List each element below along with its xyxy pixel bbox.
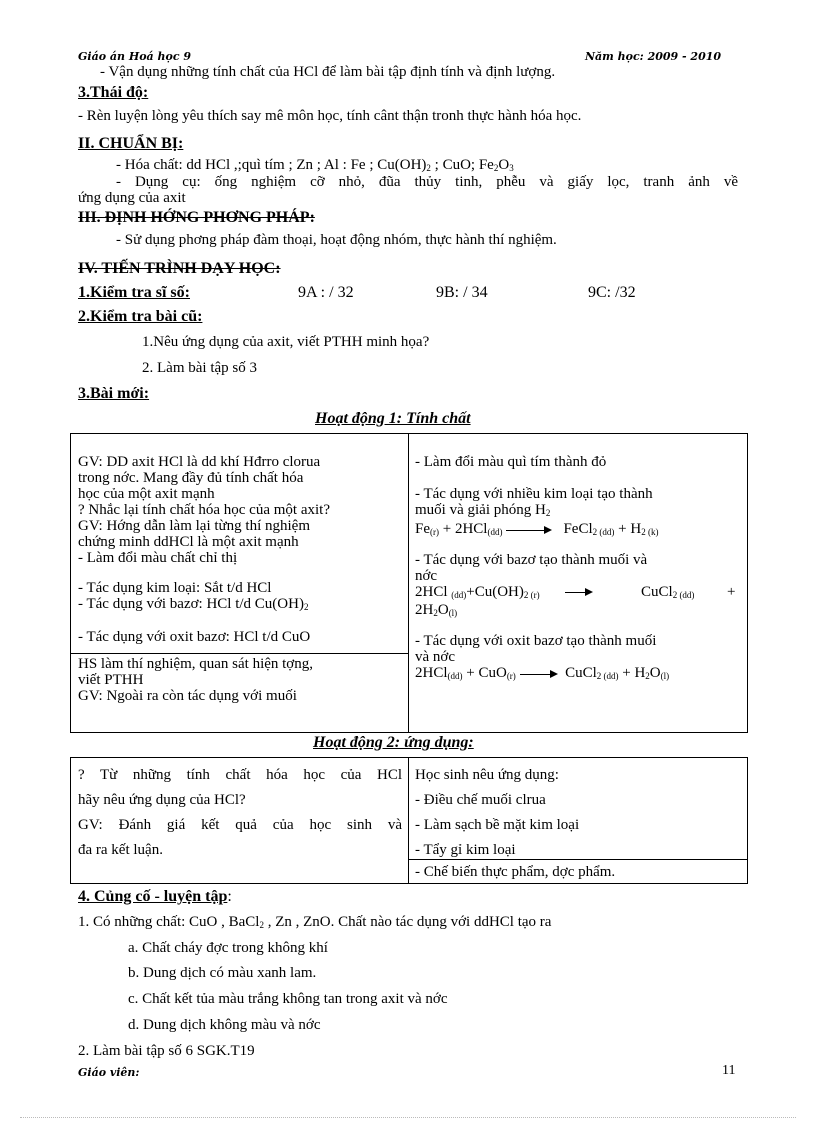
a1-left-l10: - Tác dụng với oxit bazơ: HCl t/d CuO (78, 629, 311, 645)
a1-right-r5: nớc (415, 568, 438, 584)
activity1-student-column (78, 656, 313, 704)
a1-left-l6: chứng minh ddHCl là một axit mạnh (78, 534, 299, 550)
newlesson-heading: 3.Bài mới: (78, 385, 150, 402)
option-a: a. Chất cháy đợc trong không khí (128, 940, 328, 956)
oldlesson-heading: 2.Kiểm tra bài cũ: (78, 308, 203, 325)
equation-hcl-cuoh2-water: $2H_2O_{(l)}$ (415, 602, 458, 618)
equation-fe-hcl: $Fe_{(r)} + 2HCl_{(dd)}$ FeCl$_{2 (dd)}$ + $H_{2 (k)}$ (415, 521, 659, 537)
a1-left-l2: trong nớc. Mang đầy đủ tính chất hóa (78, 470, 304, 486)
class-9b: 9B: / 34 (436, 284, 488, 301)
activity1-answer-column (415, 454, 739, 684)
equation-hcl-cuo: 2HCl$_{(dd)}$ + CuO$_{(r)}$ CuCl$_{2 (dd)}$ + $H_2O_{(l)}$ (415, 665, 670, 681)
a1-right-r4: - Tác dụng với bazơ tạo thành muối và (415, 552, 648, 568)
activity1-title: Hoạt động 1: Tính chất (315, 410, 471, 427)
header-right: Năm học: 2009 - 2010 (585, 50, 722, 63)
a1-right-r2: - Tác dụng với nhiều kim loại tạo thành (415, 486, 653, 502)
a2-right-2: - Làm sạch bề mặt kim loại (415, 817, 580, 833)
consolidation-question-1: 1. Có những chất: CuO , BaCl$_2$ , Zn , ZnO. Chất nào tác dụng với ddHCl tạo ra (78, 914, 552, 930)
a1-left-l7: - Làm đổi màu chất chỉ thị (78, 550, 238, 566)
a1-left-l4: ? Nhắc lại tính chất hóa học của một axit? (78, 502, 330, 518)
a2-left-l2: hãy nêu ứng dụng của HCl? (78, 792, 246, 808)
preparation-heading: II. CHUẨN BỊ: (78, 135, 184, 152)
activity1-teacher-column (78, 454, 330, 645)
old-question-2: 2. Làm bài tập số 3 (142, 360, 257, 376)
a2-left-l3: GV: Đánh giá kết quả của học sinh và (78, 817, 402, 833)
activity2-answer-column (415, 763, 579, 863)
a1-left-l8: - Tác dụng kim loại: Sắt t/d HCl (78, 580, 272, 596)
a1-left-l13: GV: Ngoài ra còn tác dụng với muối (78, 688, 297, 704)
page-number: 11 (722, 1063, 736, 1078)
consolidation-question-2: 2. Làm bài tập số 6 SGK.T19 (78, 1043, 255, 1059)
activity2-teacher-column (78, 763, 402, 863)
a1-right-r3: muối và giải phóng $H_2$ (415, 502, 551, 518)
activity2-title: Hoạt động 2: ứng dụng: (313, 734, 474, 751)
a1-right-r6: - Tác dụng với oxit bazơ tạo thành muối (415, 633, 657, 649)
a2-right-1: - Điều chế muối clrua (415, 792, 546, 808)
a2-right-3: - Tẩy gỉ kim loại (415, 842, 516, 858)
a2-right-0: Học sinh nêu ứng dụng: (415, 767, 559, 783)
a1-left-l9: - Tác dụng với bazơ: HCl t/d $Cu(OH)_2$ (78, 596, 309, 612)
a1-right-r7: và nớc (415, 649, 455, 665)
attitude-text: - Rèn luyện lòng yêu thích say mê môn học, tính cânt thận tronh thực hành hóa học. (78, 108, 582, 124)
equation-hcl-cuoh2: 2HCl $_{(dd)}+Cu(OH)_{2 (r)}$ CuCl$_{2 (dd)}$ + (415, 584, 736, 600)
a2-left-l1: ? Từ những tính chất hóa học của HCl (78, 767, 402, 783)
method-text: - Sử dụng phơng pháp đàm thoại, hoạt động nhóm, thực hành thí nghiệm. (116, 232, 557, 248)
reaction-arrow-icon (565, 587, 593, 597)
chemicals-line: - Hóa chất: dd HCl ,;quì tím ; Zn ; Al : Fe ; $Cu(OH)_2$ ; CuO; $Fe_2O_3$ (116, 157, 514, 173)
class-9a: 9A : / 32 (298, 284, 354, 301)
process-heading: IV. TIẾN TRÌNH DẠY HỌC: (78, 260, 281, 277)
activity1-table (70, 433, 748, 733)
a1-left-l3: học của một axit mạnh (78, 486, 215, 502)
activity2-table (70, 757, 748, 884)
method-heading: III. ĐỊNH HỚNG PHƠNG PHÁP: (78, 209, 315, 226)
tools-line-2: ứng dụng của axit (78, 190, 186, 206)
a1-right-r1: - Làm đổi màu quì tím thành đỏ (415, 454, 607, 470)
page-bottom-divider (20, 1117, 796, 1118)
reaction-arrow-icon (506, 525, 552, 535)
a2-right-4: - Chế biến thực phẩm, dợc phẩm. (415, 864, 616, 880)
a1-left-l1: GV: DD axit HCl là dd khí Hđrro clorua (78, 454, 321, 470)
a1-left-l11: HS làm thí nghiệm, quan sát hiện tợng, (78, 656, 313, 672)
class-9c: 9C: /32 (588, 284, 636, 301)
old-question-1: 1.Nêu ứng dụng của axit, viết PTHH minh họa? (142, 334, 430, 350)
a2-left-l4: đa ra kết luận. (78, 842, 163, 858)
attendance-label: 1.Kiểm tra sĩ số: (78, 284, 190, 301)
skill-line: - Vận dụng những tính chất của HCl để làm bài tập định tính và định lượng. (100, 64, 556, 80)
option-b: b. Dung dịch có màu xanh lam. (128, 965, 317, 981)
reaction-arrow-icon (520, 669, 558, 679)
a1-left-l12: viết PTHH (78, 672, 144, 688)
a1-left-l5: GV: Hớng dẫn làm lại từng thí nghiệm (78, 518, 311, 534)
option-d: d. Dung dịch không màu và nớc (128, 1017, 321, 1033)
attitude-heading: 3.Thái độ: (78, 84, 149, 101)
header-left: Giáo án Hoá học 9 (78, 50, 192, 63)
footer-left: Giáo viên: (78, 1066, 140, 1079)
option-c: c. Chất kết tủa màu trắng không tan trong axit và nớc (128, 991, 448, 1007)
consolidation-heading: 4. Củng cố - luyện tập: (78, 888, 232, 905)
tools-line-1: - Dụng cụ: ống nghiệm cỡ nhỏ, đũa thủy tinh, phễu và giấy lọc, tranh ảnh về (116, 174, 738, 190)
